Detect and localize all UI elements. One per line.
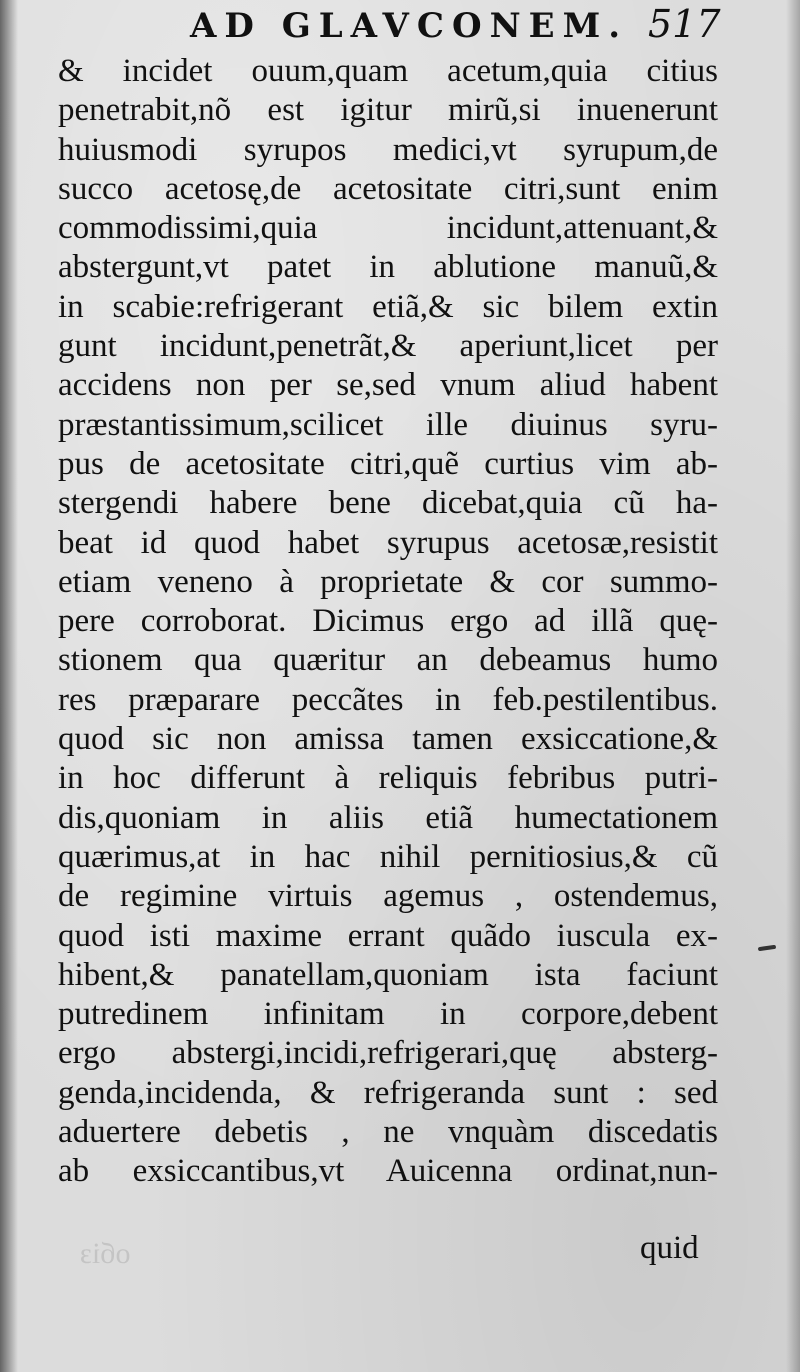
text-line: genda,incidenda, & refrigeranda sunt : sed: [58, 1074, 718, 1111]
text-line: ergo abstergi,incidi,refrigerari,quę absterg-: [58, 1035, 718, 1072]
text-line: pus de acetositate citri,quẽ curtius vim ab-: [58, 445, 718, 482]
body-text: [58, 52, 718, 1192]
text-line: commodissimi,quia incidunt,attenuant,&: [58, 210, 718, 247]
text-line: quod sic non amissa tamen exsiccatione,&: [58, 721, 718, 758]
page-edge: [786, 0, 800, 1372]
catchword: quid: [640, 1230, 699, 1266]
text-line: gunt incidunt,penetrãt,& aperiunt,licet per: [58, 328, 718, 365]
page-number: 517: [648, 2, 721, 46]
text-line: huiusmodi syrupos medici,vt syrupum,de: [58, 131, 718, 168]
gutter-shadow: [0, 0, 18, 1372]
text-line: penetrabit,nõ est igitur mirũ,si inuenerunt: [58, 92, 718, 129]
text-line: accidens non per se,sed vnum aliud habent: [58, 367, 718, 404]
running-head: AD GLAVCONEM.: [190, 6, 629, 46]
bleed-through-text: oбiз: [80, 1237, 131, 1270]
text-line: putredinem infinitam in corpore,debent: [58, 996, 718, 1033]
text-line: res præparare peccãtes in feb.pestilentibus.: [58, 681, 718, 718]
text-line: pere corroborat. Dicimus ergo ad illã quę-: [58, 603, 718, 640]
text-line: quod isti maxime errant quãdo iuscula ex-: [58, 917, 718, 954]
text-line: hibent,& panatellam,quoniam ista faciunt: [58, 956, 718, 993]
text-line: ab exsiccantibus,vt Auicenna ordinat,nun-: [58, 1153, 718, 1190]
margin-mark: [758, 945, 776, 951]
text-line: de regimine virtuis agemus , ostendemus,: [58, 878, 718, 915]
text-line: aduertere debetis , ne vnquàm discedatis: [58, 1114, 718, 1151]
text-line: dis,quoniam in aliis etiã humectationem: [58, 799, 718, 836]
text-line: quærimus,at in hac nihil pernitiosius,& cũ: [58, 838, 718, 875]
text-line: succo acetosę,de acetositate citri,sunt enim: [58, 170, 718, 207]
text-line: etiam veneno à proprietate & cor summo-: [58, 563, 718, 600]
text-line: beat id quod habet syrupus acetosæ,resistit: [58, 524, 718, 561]
text-line: in scabie:refrigerant etiã,& sic bilem extin: [58, 288, 718, 325]
text-line: stergendi habere bene dicebat,quia cũ ha-: [58, 485, 718, 522]
text-line: & incidet ouum,quam acetum,quia citius: [58, 53, 718, 89]
text-line: in hoc differunt à reliquis febribus putri-: [58, 760, 718, 797]
text-line: abstergunt,vt patet in ablutione manuũ,&: [58, 249, 718, 286]
text-line: stionem qua quæritur an debeamus humo: [58, 642, 718, 679]
text-line: præstantissimum,scilicet ille diuinus syru-: [58, 406, 718, 443]
